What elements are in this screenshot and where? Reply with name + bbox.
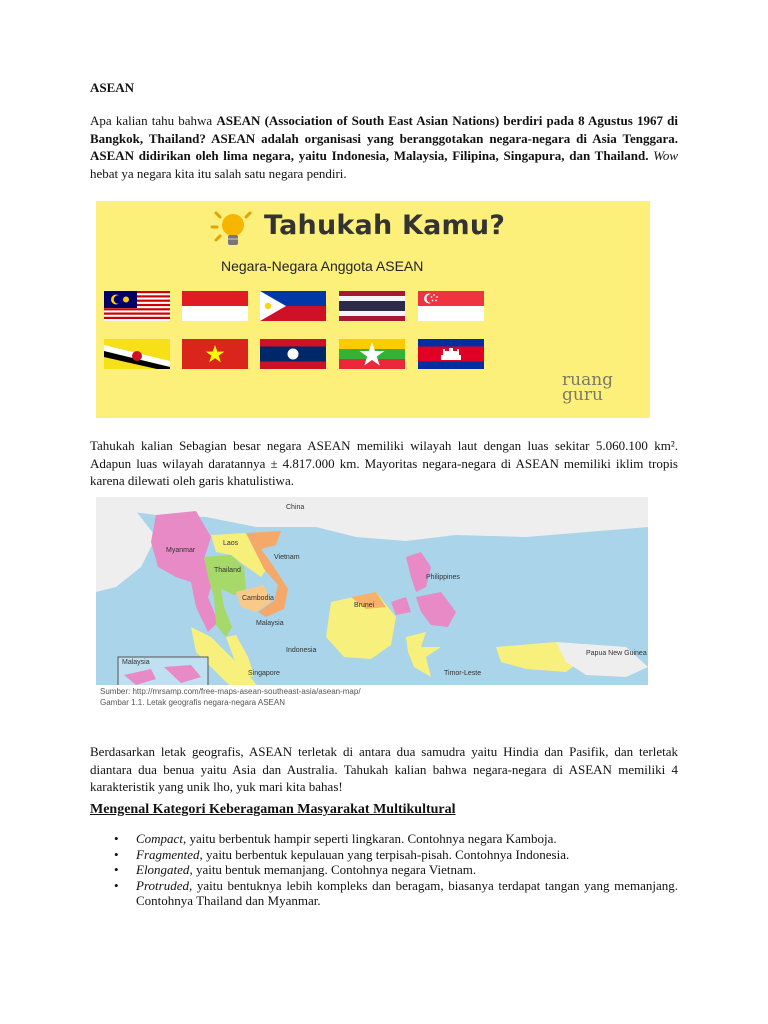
map-label-brunei: Brunei (354, 602, 375, 609)
malaysia-flag-icon (104, 291, 170, 321)
list-item (90, 847, 678, 863)
bullet-icon: • (114, 877, 119, 893)
list-item (90, 831, 678, 847)
list-term: Compact (136, 831, 183, 846)
list-text: , yaitu berbentuk kepulauan yang terpisah-pisah. Contohnya Indonesia. (199, 846, 570, 862)
ruangguru-logo (562, 370, 614, 405)
southeast-asia-map (96, 497, 648, 709)
map-caption: Gambar 1.1. Letak geografis negara-negara ASEAN (100, 698, 285, 707)
brand-line-2: guru (562, 385, 603, 405)
list-text: , yaitu berbentuk hampir seperti lingkaran. Contohnya negara Kamboja. (182, 831, 557, 846)
map-label-thailand: Thailand (214, 567, 241, 574)
list-text: , yaitu bentuknya lebih kompleks dan beragam, biasanya terdapat tangan yang memanjang. Contohnya Thailand dan Myanmar. (136, 877, 678, 908)
map-label-indonesia: Indonesia (286, 647, 317, 654)
list-term: Elongated (136, 862, 190, 877)
map-label-cambodia: Cambodia (242, 595, 274, 602)
singapore-flag-icon (418, 291, 484, 321)
intro-tail-text: hebat ya negara kita itu salah satu negara pendiri. (90, 165, 347, 181)
list-item (90, 862, 678, 878)
laos-flag-icon (260, 339, 326, 369)
bullet-icon: • (114, 846, 119, 862)
intro-text: Apa kalian tahu bahwa (90, 113, 217, 128)
map-label-png: Papua New Guinea (586, 650, 647, 657)
lightbulb-icon (208, 207, 254, 253)
banner-heading: Tahukah Kamu? (264, 210, 506, 241)
vietnam-flag-icon (182, 339, 248, 369)
map-label-malaysia: Malaysia (256, 620, 284, 627)
list-text: , yaitu bentuk memanjang. Contohnya negara Vietnam. (189, 862, 477, 877)
map-label-singapore: Singapore (248, 670, 280, 677)
indonesia-flag-icon (182, 291, 248, 321)
map-label-vietnam: Vietnam (274, 554, 300, 561)
brand-line-1: ruang (562, 370, 614, 390)
thailand-flag-icon (339, 291, 405, 321)
map-caption-block (96, 685, 648, 709)
asean-members-banner (96, 201, 650, 418)
map-label-timor: Timor-Leste (444, 670, 482, 677)
cambodia-flag-icon (418, 339, 484, 369)
brunei-flag-icon (104, 339, 170, 369)
area-paragraph: Tahukah kalian Sebagian besar negara ASEAN memiliki wilayah laut dengan luas sekitar 5.060.100 km². Adapun luas wilayah daratannya ± 4.817.000 km. Mayoritas negara-negara di ASEAN memiliki iklim tropis karena dilewati oleh garis khatulistiwa. (90, 438, 678, 488)
map-label-myanmar: Myanmar (166, 547, 196, 554)
section-heading: Mengenal Kategori Keberagaman Masyarakat Multikultural (90, 802, 456, 817)
banner-subheading: Negara-Negara Anggota ASEAN (221, 258, 424, 274)
map-source: Sumber: http://mrsamp.com/free-maps-asean-southeast-asia/asean-map/ (100, 687, 361, 696)
map-illustration (96, 497, 648, 709)
intro-italic-text: Wow (653, 148, 679, 163)
characteristics-list (90, 831, 678, 909)
map-label-inset: Malaysia (122, 659, 150, 666)
intro-paragraph (90, 112, 678, 182)
map-label-laos: Laos (223, 540, 239, 547)
map-label-philippines: Philippines (426, 574, 460, 581)
geography-paragraph: Berdasarkan letak geografis, ASEAN terletak di antara dua samudra yaitu Hindia dan Pasifik, dan terletak diantara dua benua yaitu Asia dan Australia. Tahukah kalian bahwa negara-negara di ASEAN memiliki 4 karakteristik yang unik lho, yuk mari kita bahas! (90, 744, 678, 794)
list-term: Fragmented (136, 846, 200, 862)
philippines-flag-icon (260, 291, 326, 321)
bullet-icon: • (114, 831, 119, 846)
list-item (90, 878, 678, 909)
bullet-icon: • (114, 862, 119, 877)
myanmar-flag-icon (339, 339, 405, 369)
list-term: Protruded (136, 877, 189, 893)
intro-bold-text: ASEAN (Association of South East Asian Nations) berdiri pada 8 Agustus 1967 di Bangkok, Thailand? ASEAN adalah organisasi yang beranggotakan negara-negara di Asia Tenggara. ASEAN didirikan oleh lima negara, yaitu Indonesia, Malaysia, Filipina, Singapura, dan Thailand. (90, 113, 678, 163)
map-label-china: China (286, 504, 305, 511)
document-title: ASEAN (90, 80, 135, 95)
